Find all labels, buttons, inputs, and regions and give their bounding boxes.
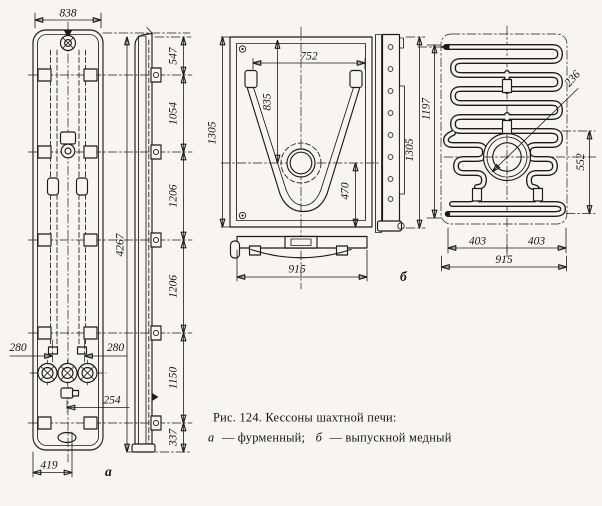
dim-1305-front: 1305 xyxy=(206,121,219,145)
pipe-coupling xyxy=(503,121,512,134)
tuyere-openings xyxy=(38,360,97,386)
dim-419: 419 xyxy=(40,459,58,472)
view-b-side-section xyxy=(376,35,405,233)
top-bolt-icon xyxy=(61,36,76,51)
view-b-coil xyxy=(418,26,596,257)
tap-hole xyxy=(287,149,315,177)
caption-a-text: — фурменный; xyxy=(221,430,306,445)
dim-1197: 1197 xyxy=(420,97,433,121)
dim-1150: 1150 xyxy=(167,366,180,390)
view-b-front xyxy=(221,27,380,289)
dim-280-left: 280 xyxy=(9,342,27,354)
dim-1206-lower: 1206 xyxy=(167,275,180,298)
pipe-cap-right xyxy=(77,178,88,195)
nub xyxy=(152,393,159,401)
dim-337: 337 xyxy=(167,428,180,447)
dim-403-right: 403 xyxy=(527,235,546,248)
hook-right xyxy=(350,71,362,88)
dim-403-left: 403 xyxy=(468,235,487,248)
end-pin xyxy=(231,241,240,258)
dim-280-right: 280 xyxy=(106,342,125,354)
pipe-end-dot xyxy=(445,211,450,216)
figure-caption xyxy=(208,411,452,445)
caption-b-label: б xyxy=(315,430,323,445)
mid-bolt-icon xyxy=(61,132,76,158)
dim-752: 752 xyxy=(300,50,318,63)
dim-1054: 1054 xyxy=(167,102,180,125)
view-b-bottom-view xyxy=(231,237,368,259)
caption-line-2 xyxy=(208,431,452,445)
dim-470: 470 xyxy=(339,182,352,200)
drain-slot xyxy=(58,433,76,443)
bottom-foot xyxy=(132,444,155,452)
dim-236: 236 xyxy=(562,68,584,90)
dim-835: 835 xyxy=(261,93,274,111)
view-a-label: а xyxy=(105,464,112,479)
pipe-coupling xyxy=(503,80,512,93)
caption-line-1: Рис. 124. Кессоны шахтной печи: xyxy=(213,410,397,425)
dim-1206-upper: 1206 xyxy=(167,184,180,208)
dim-254: 254 xyxy=(103,394,121,407)
dim-552: 552 xyxy=(575,153,587,171)
pipe-cap-left xyxy=(48,178,59,195)
dim-4267: 4267 xyxy=(114,233,127,257)
dim-838: 838 xyxy=(59,7,77,20)
pipe-coupling xyxy=(473,189,482,202)
dim-1305-coil: 1305 xyxy=(404,138,416,162)
view-b-label: б xyxy=(400,269,407,284)
caption-a-label: а xyxy=(208,430,215,445)
hook-left xyxy=(245,71,257,88)
pipe-coupling xyxy=(534,189,543,202)
dim-915-coil: 915 xyxy=(495,254,513,266)
caption-b-text: — выпускной медный xyxy=(329,430,452,445)
latch-detail xyxy=(61,388,79,398)
dim-915-front: 915 xyxy=(288,263,306,276)
dim-547: 547 xyxy=(167,47,180,65)
